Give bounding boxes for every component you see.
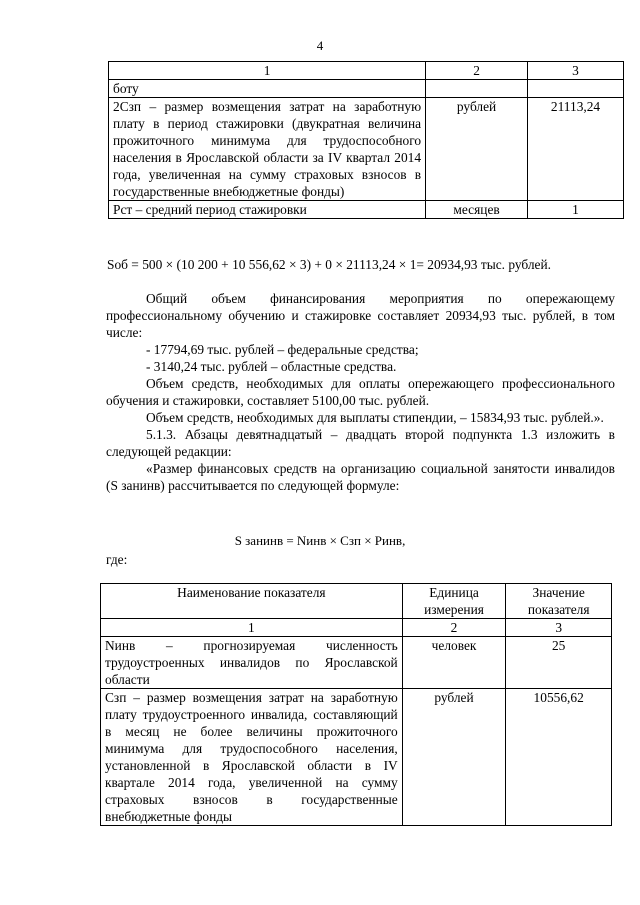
disabled-employment-indicator-table — [100, 583, 612, 826]
column-number-2: 2 — [426, 62, 528, 80]
indicator-unit: рублей — [402, 689, 506, 826]
page-number: 4 — [316, 38, 324, 53]
indicator-unit: рублей — [426, 98, 528, 201]
indicator-unit: человек — [402, 637, 506, 689]
indicator-name: Nинв – прогнозируемая численность трудоустроенных инвалидов по Ярославской области — [101, 637, 403, 689]
column-number-2: 2 — [402, 619, 506, 637]
list-item: - 3140,24 тыс. рублей – областные средства. — [146, 359, 397, 374]
indicator-value: 1 — [528, 201, 624, 219]
indicator-unit: месяцев — [426, 201, 528, 219]
column-number-1: 1 — [101, 619, 403, 637]
paragraph: Объем средств, необходимых для оплаты опережающего профессионального обучения и стажировки, составляет 5100,00 тыс. рублей. — [106, 376, 615, 408]
paragraph: «Размер финансовых средств на организацию социальной занятости инвалидов (S занинв) рассчитывается по следующей формуле: — [106, 461, 615, 493]
indicator-name: боту — [109, 80, 426, 98]
indicator-name: Рст – средний период стажировки — [109, 201, 426, 219]
table-header-numbers — [101, 619, 612, 637]
where-label: где: — [106, 552, 128, 567]
employment-formula: S занинв = Nинв × Сзп × Ринв, — [234, 533, 406, 548]
table-row — [101, 637, 612, 689]
paragraph: Объем средств, необходимых для выплаты стипендии, – 15834,93 тыс. рублей.». — [146, 410, 604, 425]
column-header-name: Наименование показателя — [101, 584, 403, 619]
list-item: - 17794,69 тыс. рублей – федеральные средства; — [146, 342, 419, 357]
column-number-3: 3 — [506, 619, 612, 637]
table-header-numbers — [109, 62, 624, 80]
table-row — [109, 98, 624, 201]
body-text — [106, 290, 615, 494]
paragraph: 5.1.3. Абзацы девятнадцатый – двадцать второй подпункта 1.3 изложить в следующей редакции: — [106, 427, 615, 459]
table-row — [101, 689, 612, 826]
column-header-value: Значение показателя — [506, 584, 612, 619]
indicator-value: 21113,24 — [528, 98, 624, 201]
indicator-name: Сзп – размер возмещения затрат на заработную плату трудоустроенного инвалида, составляющий в месяц не более величины прожиточного минимума для трудоспособного населения, установленной в Ярославской области в IV квартале 2014 года, увеличенной на сумму страховых взносов в государственные внебюджетные фонды — [101, 689, 403, 826]
table-header — [101, 584, 612, 619]
indicator-table-continued — [108, 61, 624, 219]
indicator-value: 25 — [506, 637, 612, 689]
indicator-unit — [426, 80, 528, 98]
indicator-name: 2Сзп – размер возмещения затрат на заработную плату в период стажировки (двукратная величина прожиточного минимума для трудоспособного населения в Ярославской области за IV квартал 2014 года, увеличенная на сумму страховых взносов в государственные внебюджетные фонды) — [109, 98, 426, 201]
table-row — [109, 201, 624, 219]
column-number-3: 3 — [528, 62, 624, 80]
total-cost-formula: Sоб = 500 × (10 200 + 10 556,62 × 3) + 0 × 21113,24 × 1= 20934,93 тыс. рублей. — [107, 257, 551, 272]
indicator-value — [528, 80, 624, 98]
indicator-value: 10556,62 — [506, 689, 612, 826]
column-header-unit: Единица измерения — [402, 584, 506, 619]
column-number-1: 1 — [109, 62, 426, 80]
table-row — [109, 80, 624, 98]
paragraph: Общий объем финансирования мероприятия по опережающему профессиональному обучению и стажировке составляет 20934,93 тыс. рублей, в том числе: — [106, 291, 615, 340]
